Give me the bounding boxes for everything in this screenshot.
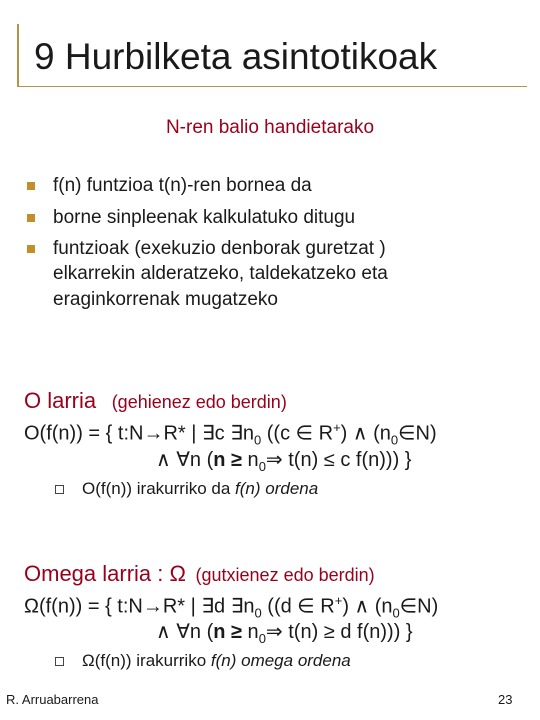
slide-subtitle: N-ren balio handietarako	[165, 117, 375, 138]
o-heading: O larria	[24, 388, 97, 413]
omega-subpoint: Ω(f(n)) irakurriko f(n) omega ordena	[82, 651, 351, 670]
bullet-text: borne sinpleenak kalkulatuko ditugu	[53, 207, 356, 228]
o-note: (gehienez edo berdin)	[111, 392, 287, 412]
bullet-marker	[27, 214, 35, 222]
checkbox-bullet-icon	[55, 485, 64, 494]
bullet-marker	[27, 245, 35, 253]
slide-title: 9 Hurbilketa asintotikoak	[34, 36, 438, 77]
o-subpoint: O(f(n)) irakurriko da f(n) ordena	[82, 479, 319, 498]
o-definition-line-2: ∧ ∀n ($n \ge n_0\Rightarrow$ t(n) ≤ c f(n))) }	[156, 449, 412, 474]
bullet-text: funtzioak (exekuzio denborak guretzat )	[53, 238, 386, 259]
o-definition-line-1: O(f(n)) = { t:N→R* | ∃c $\exists n_0$ ((c ∈ R+) ∧ $(n_0\in N)$	[24, 420, 437, 448]
bullet-text: eraginkorrenak mugatzeko	[53, 289, 278, 310]
page-number: 23	[498, 692, 513, 707]
title-accent-horizontal-line	[17, 86, 527, 87]
checkbox-bullet-icon	[55, 657, 64, 666]
bullet-text: f(n) funtzioa t(n)-ren bornea da	[53, 175, 312, 196]
omega-definition-line-2: ∧ ∀n ($n \ge n_0\Rightarrow$ t(n) ≥ d f(n))) }	[156, 621, 413, 646]
bullet-marker	[27, 182, 35, 190]
bullet-text: elkarrekin alderatzeko, taldekatzeko eta	[53, 263, 388, 284]
omega-definition-line-1: Ω(f(n)) = { t:N→R* | ∃d $\exists n_0$ ((d ∈ R+) ∧ $(n_0\in N)$	[24, 593, 439, 621]
omega-heading: Omega larria :	[24, 561, 170, 586]
footer-author: R. Arruabarrena	[6, 692, 99, 707]
omega-note: (gutxienez edo berdin)	[195, 565, 375, 585]
o-heading-line	[24, 390, 287, 412]
title-accent-vertical-line	[17, 24, 19, 87]
omega-heading-line: Omega larria : Ω (gutxienez edo berdin)	[24, 561, 375, 586]
